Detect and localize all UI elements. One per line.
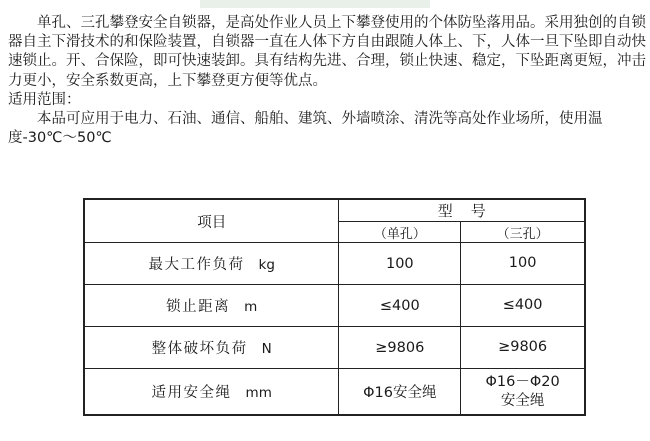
triple-hole-value xyxy=(461,285,585,327)
intro-paragraph: 单孔、三孔攀登安全自锁器，是高处作业人员上下攀登使用的个体防坠落用品。采用独创的自锁器自主下滑技术的和保险装置，自锁器一直在人体下方自由跟随人体上、下，人体一旦下坠即自动快速锁止。开、合保险，即可快速装卸。具有结构先进、合理，锁止快速、稳定，下坠距离更短，冲击力更小，安全系数更高，上下攀登更方便等优点。 xyxy=(8,15,646,89)
table-row xyxy=(84,327,585,369)
single-hole-value: ≥9806 xyxy=(339,327,461,369)
triple-value-line: ≤400 xyxy=(502,297,543,313)
single-hole-value: ≤400 xyxy=(339,285,461,327)
row-label xyxy=(84,243,339,285)
row-unit: N xyxy=(261,341,272,357)
table-row xyxy=(84,369,585,416)
row-unit: m xyxy=(244,299,258,315)
triple-value-line: Φ16－Φ20 xyxy=(485,373,560,390)
row-unit: kg xyxy=(258,257,275,273)
triple-value-line: ≥9806 xyxy=(498,339,548,355)
triple-hole-value xyxy=(461,327,585,369)
single-hole-value: Φ16安全绳 xyxy=(339,369,461,416)
scope-heading: 适用范围： xyxy=(8,91,81,108)
row-name: 整体破坏负荷 xyxy=(151,341,248,357)
scope-paragraph: 本品可应用于电力、石油、通信、船舶、建筑、外墙喷涂、清洗等高处作业场所，使用温度-30℃～50℃ xyxy=(8,111,603,147)
spec-table xyxy=(83,198,586,416)
product-description xyxy=(8,14,648,148)
top-decorative-strip xyxy=(200,0,430,8)
triple-value-line: 安全绳 xyxy=(500,392,545,409)
row-name: 适用安全绳 xyxy=(151,385,232,401)
single-hole-value: 100 xyxy=(339,243,461,285)
row-label xyxy=(84,327,339,369)
row-label xyxy=(84,285,339,327)
triple-hole-value xyxy=(461,243,585,285)
header-type xyxy=(339,199,585,222)
row-name: 最大工作负荷 xyxy=(148,257,245,273)
header-type-label: 型号 xyxy=(437,202,504,220)
table-row xyxy=(84,285,585,327)
header-single-hole: （单孔） xyxy=(339,222,461,243)
header-item: 项目 xyxy=(84,199,339,243)
triple-hole-value xyxy=(461,369,585,416)
triple-value-line: 100 xyxy=(508,255,537,271)
header-triple-hole: （三孔） xyxy=(461,222,585,243)
row-unit: mm xyxy=(245,385,272,401)
row-label xyxy=(84,369,339,416)
table-row xyxy=(84,243,585,285)
row-name: 锁止距离 xyxy=(166,299,231,315)
